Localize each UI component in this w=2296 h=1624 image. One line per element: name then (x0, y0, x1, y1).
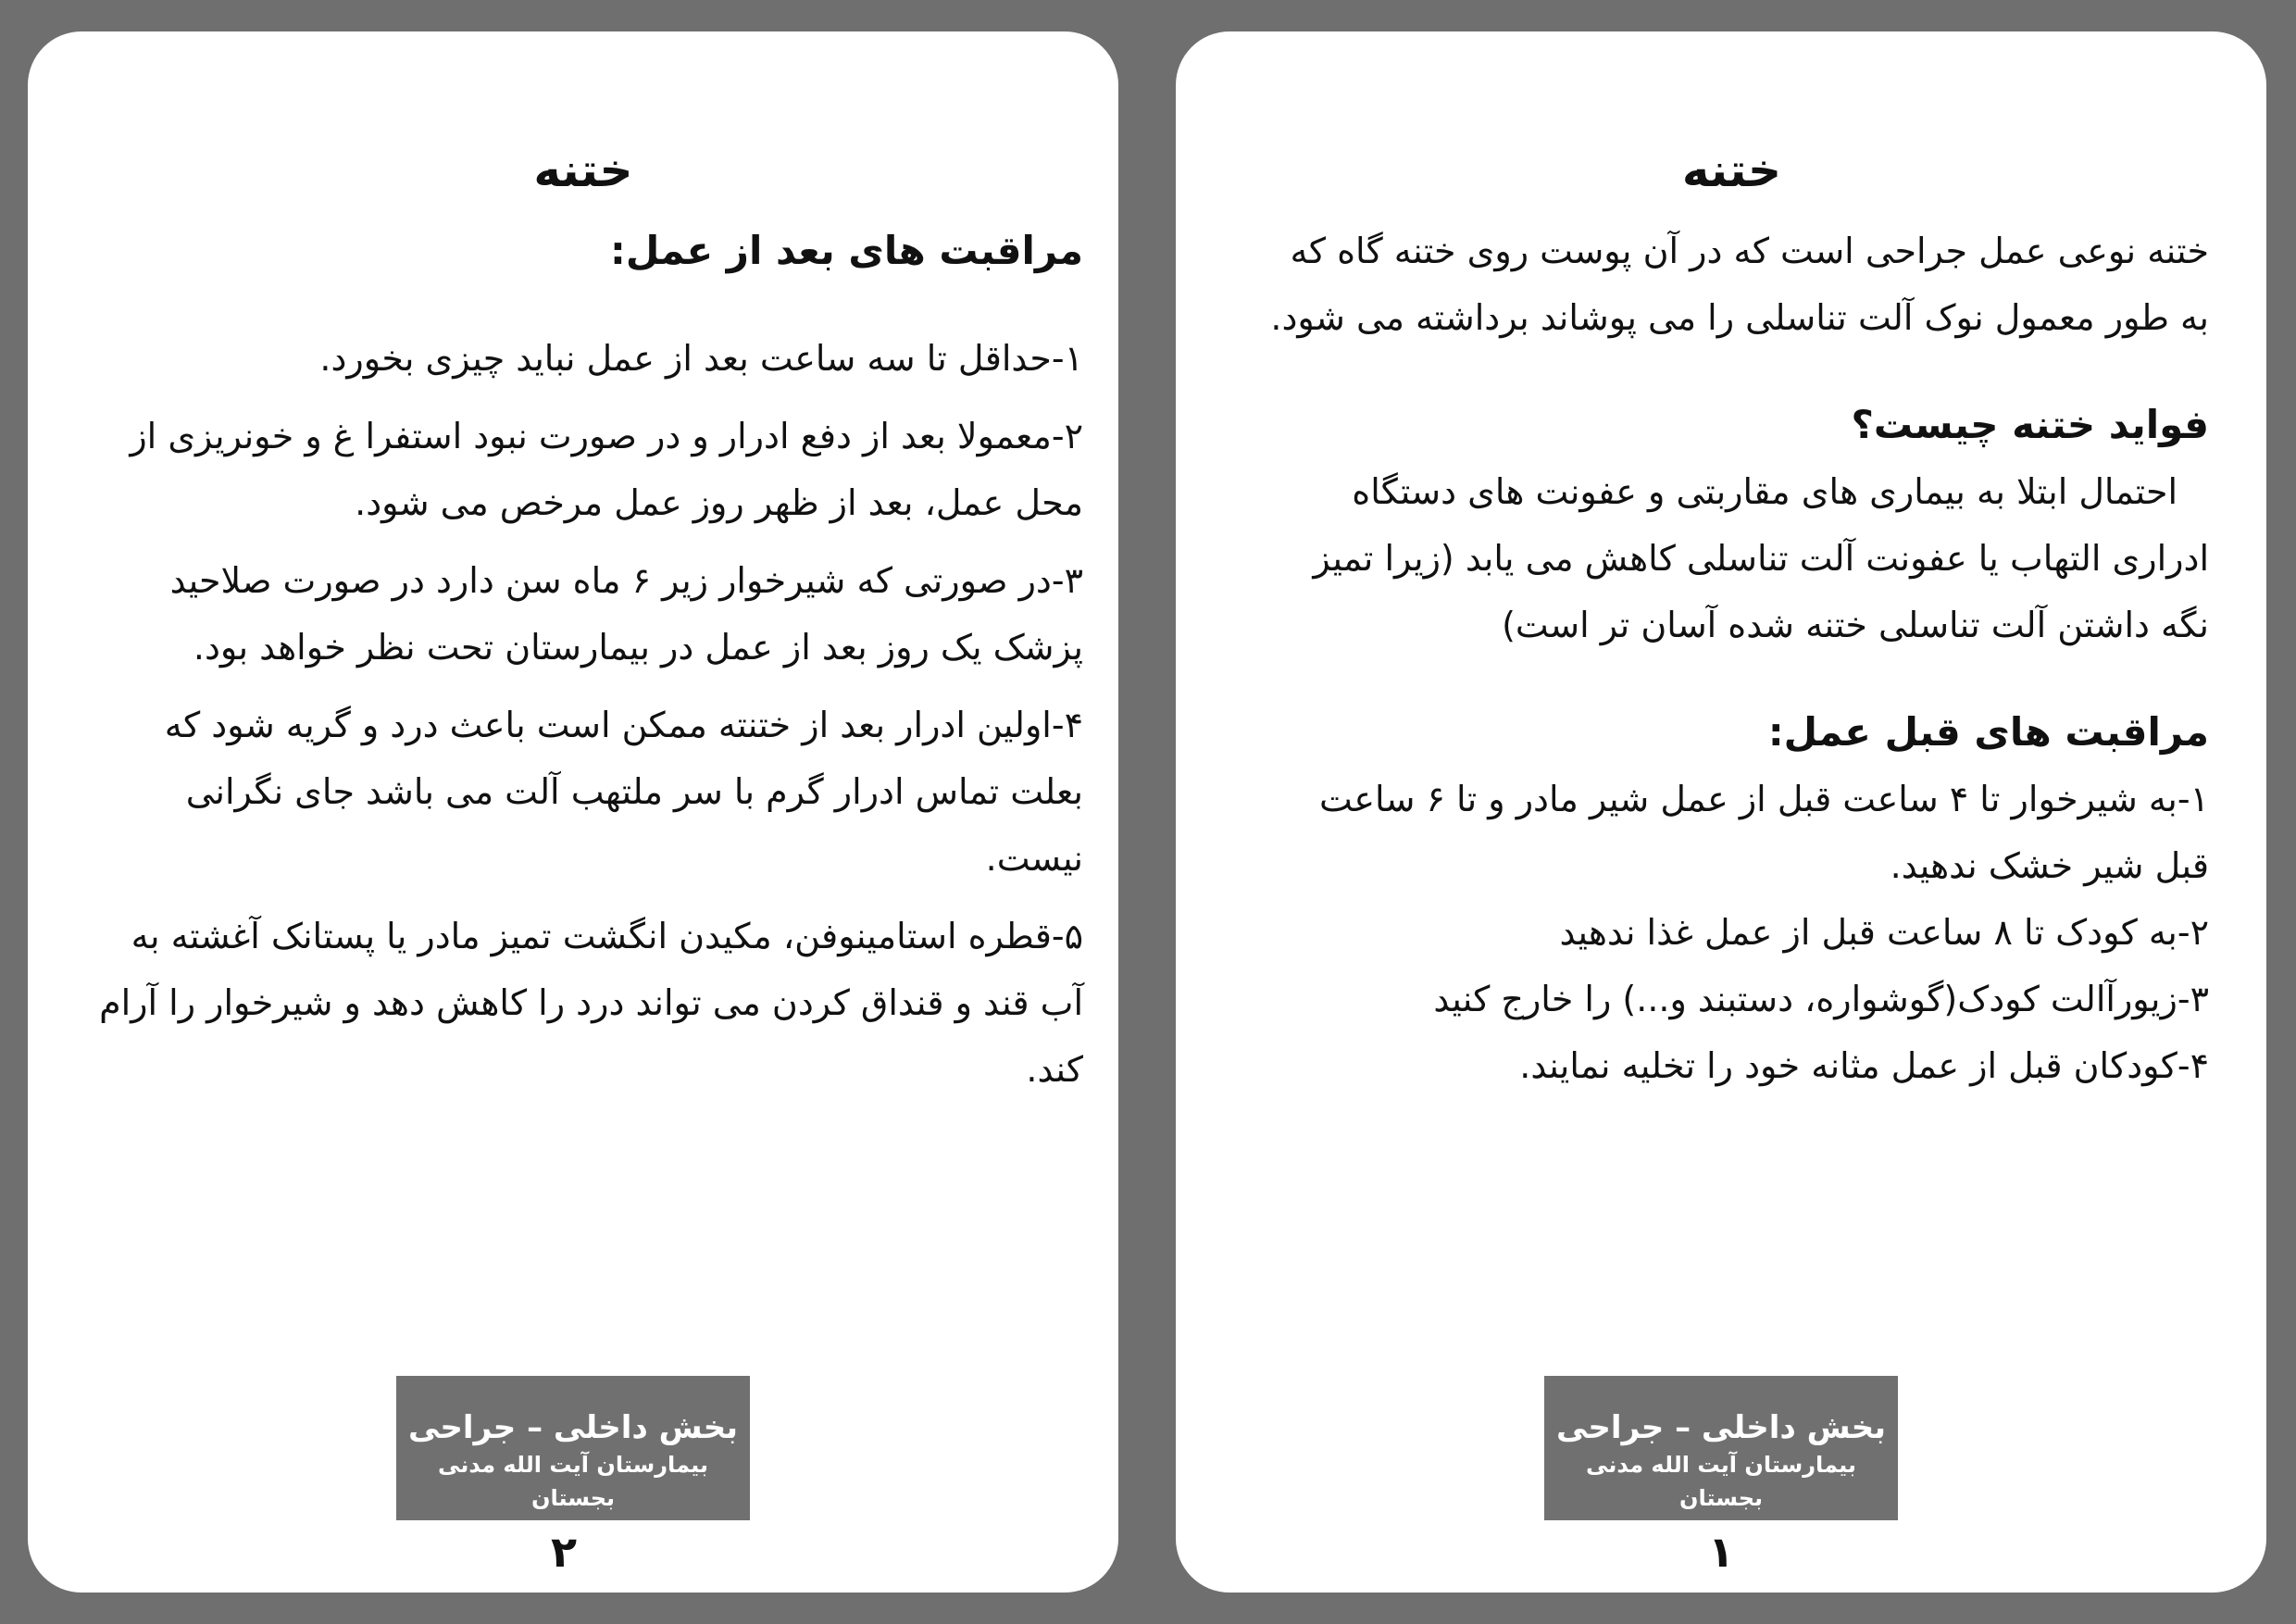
postop-item-4: ۴-اولین ادرار بعد از ختنته ممکن است باعث درد و گریه شود که بعلت تماس ادرار گرم با سر ملتهب آلت می باشد جای نگرانی نیست. (164, 705, 1083, 879)
preop-item-4: ۴-کودکان قبل از عمل مثانه خود را تخلیه نمایند. (1519, 1045, 2209, 1086)
page-2 (28, 31, 1118, 1593)
page-2-content (83, 129, 1083, 1114)
page-2-title: ختنه (533, 144, 633, 197)
postop-item-5: ۵-قطره استامینوفن، مکیدن انگشت تمیز مادر یا پستانک آغشته به آب قند و قنداق کردن می تواند درد را کاهش دهد و شیرخوار را آرام کند. (99, 916, 1083, 1090)
benefits-paragraph: احتمال ابتلا به بیماری های مقاربتی و عفونت های دستگاه ادراری التهاب یا عفونت آلت تناسلی کاهش می یابد (زیرا تمیز نگه داشتن آلت تناسلی ختنه شده آسان تر است) (1313, 471, 2209, 645)
postop-care-heading: مراقبت های بعد از عمل: (610, 228, 1083, 273)
postop-item-3: ۳-در صورتی که شیرخوار زیر ۶ ماه سن دارد در صورت صلاحید پزشک یک روز بعد از عمل در بیمارستان تحت نظر خواهد بود. (169, 560, 1083, 668)
preop-item-2: ۲-به کودک تا ۸ ساعت قبل از عمل غذا ندهید (1559, 912, 2209, 953)
preop-care-heading: مراقبت های قبل عمل: (1767, 709, 2209, 755)
page-number: ۲ (550, 1527, 578, 1577)
department-name: بخش داخلی – جراحی (408, 1409, 738, 1446)
hospital-name: بیمارستان آیت الله مدنی بجستان (1586, 1452, 1856, 1511)
page-1-footer-box (1544, 1376, 1898, 1520)
postop-item-1: ۱-حداقل تا سه ساعت بعد از عمل نباید چیزی بخورد. (319, 338, 1083, 379)
department-name: بخش داخلی – جراحی (1556, 1409, 1886, 1446)
hospital-name: بیمارستان آیت الله مدنی بجستان (438, 1452, 708, 1511)
intro-paragraph: ختنه نوعی عمل جراحی است که در آن پوست روی ختنه گاه که به طور معمول نوک آلت تناسلی را می پوشاند برداشته می شود. (1270, 231, 2209, 338)
page-1-title: ختنه (1681, 144, 1782, 197)
preop-item-1: ۱-به شیرخوار تا ۴ ساعت قبل از عمل شیر مادر و تا ۶ ساعت قبل شیر خشک ندهید. (1319, 779, 2209, 886)
page-1-content (1254, 129, 2209, 1099)
preop-item-3: ۳-زیورآالت کودک(گوشواره، دستبند و...) را خارج کنید (1433, 979, 2209, 1019)
postop-item-2: ۲-معمولا بعد از دفع ادرار و در صورت نبود استفرا غ و خونریزی از محل عمل، بعد از ظهر روز عمل مرخص می شود. (130, 416, 1083, 523)
page-number: ۱ (1707, 1527, 1735, 1577)
benefits-heading: فواید ختنه چیست؟ (1851, 402, 2209, 447)
page-2-footer-box (396, 1376, 750, 1520)
page-1 (1176, 31, 2266, 1593)
